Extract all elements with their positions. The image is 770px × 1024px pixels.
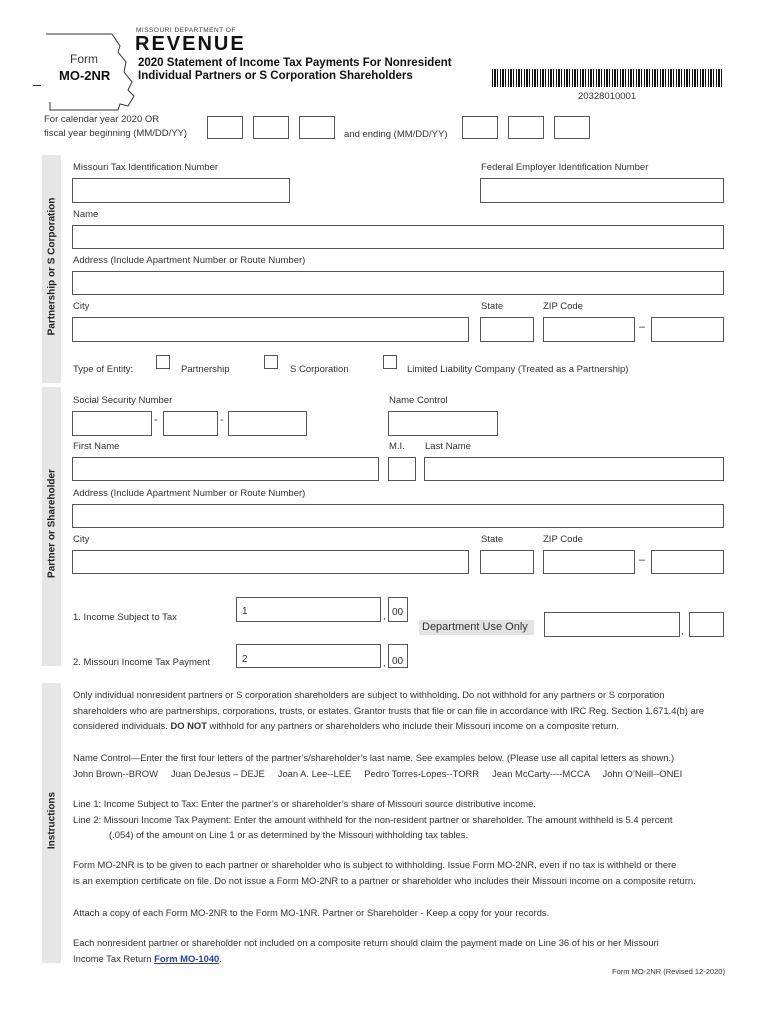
instructions-tab (42, 683, 61, 963)
p1-post: withhold for any partners or shareholders who include their Missouri income on a composite return. (206, 720, 620, 731)
partnership-state-field[interactable] (480, 317, 534, 342)
line1-decimal: , (383, 611, 386, 622)
name-control-label: Name Control (389, 395, 448, 406)
begin-year-box[interactable] (299, 116, 335, 139)
partner-city-field[interactable] (72, 550, 469, 574)
ssn-part3-field[interactable] (228, 411, 307, 436)
partner-tab-label: Partner or Shareholder (46, 469, 58, 578)
last-name-field[interactable] (424, 457, 724, 481)
end-year-box[interactable] (554, 116, 590, 139)
line1-number: 1 (242, 606, 248, 617)
partnership-zip-label: ZIP Code (543, 301, 583, 312)
line1-label: 1. Income Subject to Tax (73, 612, 177, 623)
ending-label: and ending (MM/DD/YY) (344, 129, 448, 140)
p1-pre: considered individuals. (73, 720, 171, 731)
name-control-field[interactable] (388, 411, 498, 436)
end-day-box[interactable] (508, 116, 544, 139)
partnership-zip4-field[interactable] (651, 317, 724, 342)
ssn-part1-field[interactable] (72, 411, 152, 436)
partner-address-label: Address (Include Apartment Number or Route Number) (73, 488, 306, 499)
instructions-para-2 (73, 750, 733, 781)
partnership-tab-label: Partnership or S Corporation (46, 197, 58, 336)
mo-tax-id-label: Missouri Tax Identification Number (73, 162, 219, 173)
form-mo-1040-link[interactable]: Form MO-1040 (154, 952, 220, 964)
partner-tab (42, 387, 61, 666)
instructions-para-1 (73, 687, 733, 734)
line2-label: 2. Missouri Income Tax Payment (73, 657, 211, 668)
partnership-name-label: Name (73, 209, 99, 220)
llc-checkbox[interactable] (383, 355, 397, 369)
first-name-field[interactable] (72, 457, 379, 481)
partnership-city-label: City (73, 301, 90, 312)
agency-small: MISSOURI DEPARTMENT OF (136, 27, 236, 34)
partnership-name-field[interactable] (72, 225, 724, 249)
partner-zip-dash: – (639, 554, 646, 566)
instructions-para-5 (73, 905, 733, 921)
agency-logo: REVENUE (135, 33, 246, 55)
ssn-label: Social Security Number (73, 395, 173, 406)
s-corporation-checkbox[interactable] (264, 355, 278, 369)
partner-state-label: State (481, 534, 504, 545)
claim-instruction-1: Each nonresident partner or shareholder not included on a composite return should claim the payment made on Line 36 of his or her Missouri (73, 937, 659, 948)
line1-amount-field[interactable] (236, 597, 381, 622)
partner-address-field[interactable] (72, 504, 724, 528)
footer-revision: Form MO-2NR (Revised 12-2020) (612, 967, 725, 976)
instructions-para-3 (73, 796, 733, 843)
instructions-para-4 (73, 857, 733, 888)
partnership-state-label: State (481, 301, 504, 312)
partnership-option-label: Partnership (181, 364, 230, 375)
llc-option-label: Limited Liability Company (Treated as a Partnership) (407, 364, 629, 375)
claim-pre: Income Tax Return (73, 952, 155, 964)
ssn-part2-field[interactable] (163, 411, 218, 436)
period-line2: fiscal year beginning (MM/DD/YY) (44, 128, 188, 139)
line2-amount-field[interactable] (236, 644, 381, 668)
line2-instruction-cont: (.054) of the amount on Line 1 or as determined by the Missouri withholding tax tables. (109, 829, 469, 840)
line2-instruction: Line 2: Missouri Income Tax Payment: Enter the amount withheld for the non-resident partner or shareholder. The amount withheld is 5.4 percent (73, 813, 673, 825)
mo-tax-id-field[interactable] (72, 178, 290, 203)
entity-type-label: Type of Entity: (73, 364, 134, 375)
partnership-address-field[interactable] (72, 271, 724, 295)
header-rule (33, 85, 41, 86)
ssn-dash-1: - (154, 414, 158, 426)
instructions-para-6 (73, 935, 733, 966)
dept-use-label: Department Use Only (422, 621, 528, 633)
partnership-address-label: Address (Include Apartment Number or Route Number) (73, 255, 306, 266)
form-label: Form (70, 52, 98, 66)
last-name-label: Last Name (425, 441, 471, 452)
partnership-tab (42, 155, 61, 383)
fein-field[interactable] (480, 178, 724, 203)
s-corporation-option-label: S Corporation (290, 364, 349, 375)
partner-zip-field[interactable] (543, 550, 635, 574)
instructions-p1-line3 (73, 718, 733, 734)
partner-zip-label: ZIP Code (543, 534, 583, 545)
line2-number: 2 (242, 654, 248, 665)
name-control-rule: Name Control—Enter the first four letters of the partner’s/shareholder’s last name. See examples below. (Please use all capital letters as shown.) (73, 752, 675, 763)
claim-instruction-2 (73, 951, 733, 967)
ssn-dash-2: - (220, 414, 224, 426)
zip-dash: – (639, 321, 646, 333)
line1-cents: 00 (392, 607, 404, 618)
issue-instruction-1: Form MO-2NR is to be given to each partner or shareholder who is subject to withholding. Issue Form MO-2NR, even if no tax is withheld or there (73, 859, 677, 870)
begin-day-box[interactable] (253, 116, 289, 139)
line1-instruction: Line 1: Income Subject to Tax: Enter the partner’s or shareholder’s share of Missouri source distributive income. (73, 798, 536, 809)
partnership-city-field[interactable] (72, 317, 469, 342)
fein-label: Federal Employer Identification Number (481, 162, 649, 173)
instructions-p1-line2: shareholders who are partnerships, corporations, trusts, or estates. Grantor trusts that file or can file in accordance with IRC Reg. Section 1.671.4(b) are (73, 704, 705, 716)
issue-instruction-2: is an exemption certificate on file. Do not issue a Form MO-2NR to a partner or shareholder who includes their Missouri income on a composite return. (73, 874, 696, 886)
partner-zip4-field[interactable] (651, 550, 724, 574)
form-title-line2: Individual Partners or S Corporation Shareholders (138, 70, 413, 82)
instructions-tab-label: Instructions (46, 791, 58, 850)
partnership-zip-field[interactable] (543, 317, 635, 342)
dept-use-field (544, 612, 680, 637)
partner-city-label: City (73, 534, 90, 545)
p1-bold: DO NOT (170, 720, 207, 731)
begin-month-box[interactable] (207, 116, 243, 139)
mi-field[interactable] (388, 457, 416, 481)
period-line1: For calendar year 2020 OR (44, 114, 160, 125)
dept-use-cents-field (689, 612, 724, 637)
partner-state-field[interactable] (480, 550, 534, 574)
partnership-checkbox[interactable] (156, 355, 170, 369)
barcode-number: 20328010001 (578, 91, 637, 102)
line2-cents: 00 (392, 656, 404, 667)
attach-instruction: Attach a copy of each Form MO-2NR to the Form MO-1NR. Partner or Shareholder - Keep a copy for your records. (73, 907, 550, 918)
form-number: MO-2NR (59, 68, 111, 83)
name-control-examples: John Brown--BROW Juan DeJesus – DEJE Joan A. Lee--LEE Pedro Torres-Lopes--TORR Jean McCarty----MCCA John O’Neill--ONEI (73, 767, 683, 779)
line2-decimal: , (383, 658, 386, 669)
claim-post: . (219, 952, 222, 964)
first-name-label: First Name (73, 441, 120, 452)
dept-use-decimal: , (681, 626, 684, 637)
barcode (492, 69, 724, 87)
form-title-line1: 2020 Statement of Income Tax Payments For Nonresident (138, 57, 452, 69)
instructions-p1-line1: Only individual nonresident partners or S corporation shareholders are subject to withholding. Do not withhold for any partners or S corporation (73, 689, 665, 700)
mi-label: M.I. (389, 441, 405, 452)
end-month-box[interactable] (462, 116, 498, 139)
